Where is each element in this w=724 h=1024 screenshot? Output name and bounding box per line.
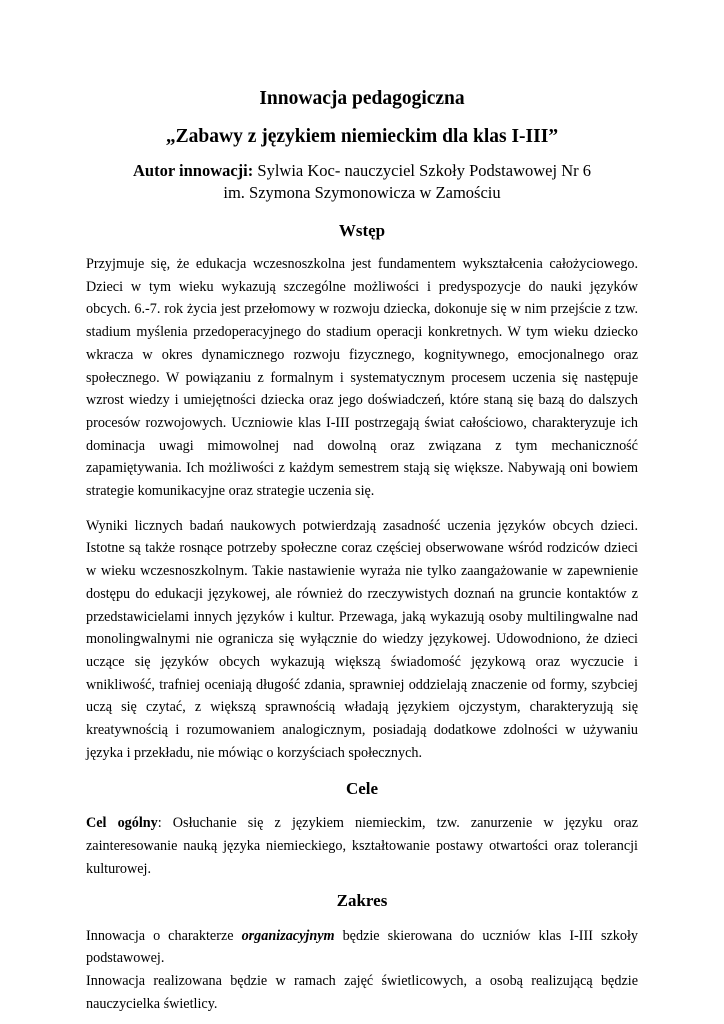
zakres-p1-emphasis: organizacyjnym <box>241 927 335 944</box>
cel-ogolny-paragraph <box>86 812 638 880</box>
zakres-paragraph-1 <box>86 925 638 970</box>
zakres-p1-after: będzie skierowana do uczniów klas I-III szkoły podstawowej. <box>86 927 638 967</box>
zakres-paragraph-2: Innowacja realizowana będzie w ramach zajęć świetlicowych, a osobą realizującą będzie nauczycielka świetlicy. <box>86 972 638 1012</box>
cel-ogolny-text: : Osłuchanie się z językiem niemieckim, tzw. zanurzenie w języku oraz zainteresowanie nauką języka niemieckiego, kształtowanie postawy otwartości oraz tolerancji kulturowej. <box>86 815 638 877</box>
section-heading-wstep: Wstęp <box>338 221 386 240</box>
document-title: Innowacja pedagogiczna <box>259 88 465 109</box>
author-block <box>86 160 638 204</box>
section-heading-cele: Cele <box>345 779 379 799</box>
innovation-name: „Zabawy z językiem niemieckim dla klas I-III” <box>165 126 559 147</box>
author-label: Autor innowacji: <box>133 161 254 180</box>
author-text: Sylwia Koc- nauczyciel Szkoły Podstawowej Nr 6 <box>253 161 591 180</box>
section-heading-zakres: Zakres <box>336 890 388 910</box>
wstep-paragraph-1: Przyjmuje się, że edukacja wczesnoszkolna jest fundamentem wykształcenia całożyciowego. Dzieci w tym wieku wykazują szczególne możliwości i predyspozycje do nauki języków obcych. 6.-7. rok życia jest przełomowy w rozwoju dziecka, dokonuje się w nim przejście z tzw. stadium myślenia przedoperacyjnego do stadium operacji konkretnych. W tym wieku dziecko wkracza w okres dynamicznego rozwoju fizycznego, kognitywnego, emocjonalnego oraz społecznego. W powiązaniu z formalnym i systematycznym procesem uczenia się następuje wzrost wiedzy i umiejętności dziecka oraz jego doświadczeń, które staną się bazą do dalszych procesów rozwojowych. Uczniowie klas I-III postrzegają świat całościowo, charakteryzuje ich dominacja uwagi mimowolnej nad dowolną oraz związana z tym mechaniczność zapamiętywania. Ich możliwości z każdym semestrem stają się większe. Nabywają oni bowiem strategie komunikacyjne oraz strategie uczenia się. <box>86 256 638 500</box>
author-school-line: im. Szymona Szymonowicza w Zamościu <box>223 183 501 202</box>
wstep-paragraph-2: Wyniki licznych badań naukowych potwierdzają zasadność uczenia języków obcych dzieci. Istotne są także rosnące potrzeby społeczne coraz częściej obserwowane wśród rodziców dzieci w wieku wczesnoszkolnym. Takie nastawienie wyraża nie tylko zaangażowanie w zapewnienie dostępu do edukacji językowej, ale również do rzeczywistych doznań na gruncie kontaktów z przedstawicielami innych języków i kultur. Przewaga, jaką wykazują osoby multilingwalne nad monolingwalnymi nie ogranicza się wyłącznie do wiedzy językowej. Udowodniono, że dzieci uczące się języków obcych wykazują większą świadomość językową oraz wyczucie i wnikliwość, trafniej oceniają długość zdania, sprawniej oddzielają znaczenie od formy, szybciej uczą się czytać, z większą sprawnością władają językiem ojczystym, charakteryzują się kreatywnością i rozumowaniem analogicznym, posiadają dodatkowe zdolności w używaniu języka i przekładu, nie mówiąc o korzyściach społecznych. <box>86 517 638 761</box>
zakres-p1-before: Innowacja o charakterze <box>86 927 242 944</box>
cel-ogolny-label: Cel ogólny <box>86 815 158 832</box>
author-line <box>86 160 638 182</box>
